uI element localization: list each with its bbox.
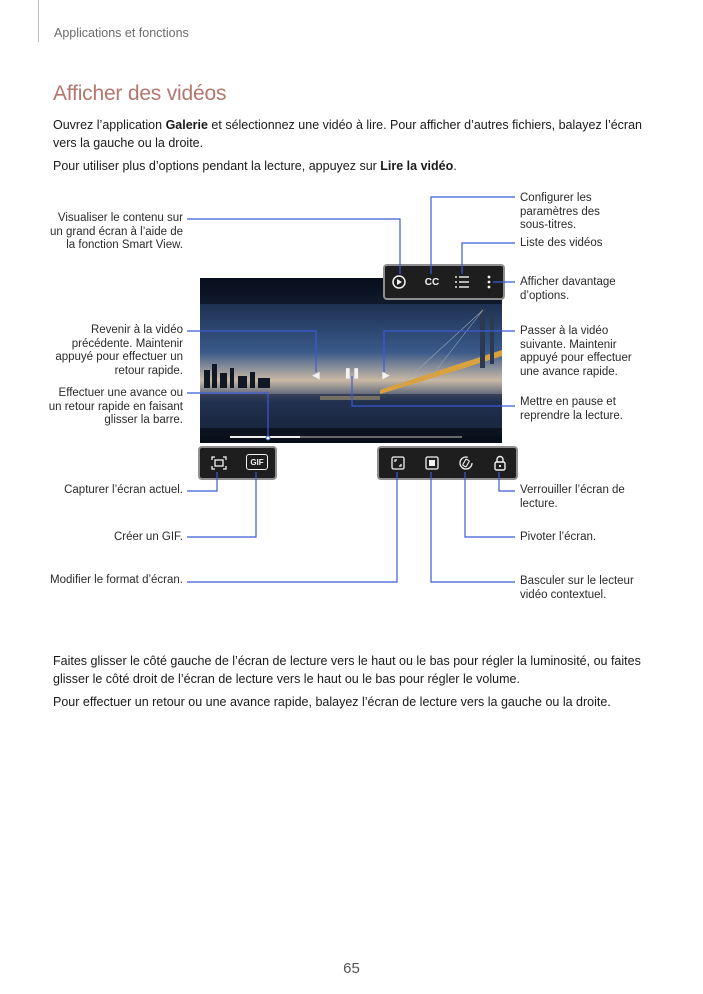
intro-paragraph-2: Pour utiliser plus d’options pendant la lecture, appuyez sur Lire la vidéo. [53, 159, 457, 173]
intro-paragraph-1: Ouvrez l’application Galerie et sélectionnez une vidéo à lire. Pour afficher d’autres fichiers, balayez l’écran vers la gauche ou la droite. [53, 118, 642, 150]
chapter-title: Applications et fonctions [54, 26, 189, 40]
callout-more-options: Afficher davantage d’options. [520, 276, 616, 302]
line-next [384, 331, 515, 372]
callout-pause: Mettre en pause et reprendre la lecture. [520, 396, 623, 422]
line-smart-view [187, 219, 400, 274]
line-gif [187, 472, 256, 537]
line-previous [187, 331, 316, 372]
line-pause [352, 376, 515, 406]
callout-smart-view: Visualiser le contenu sur un grand écran à l’aide de la fonction Smart View. [50, 212, 183, 251]
line-rotate [465, 472, 515, 537]
play-video-label: Lire la vidéo [380, 159, 454, 173]
app-name-galerie: Galerie [165, 118, 208, 132]
line-ratio [187, 472, 397, 582]
line-subtitles [431, 197, 515, 274]
callout-next: Passer à la vidéo suivante. Maintenir appuyé pour effectuer une avance rapide. [520, 325, 632, 378]
page-number: 65 [343, 960, 360, 977]
bottom-paragraph-2: Pour effectuer un retour ou une avance rapide, balayez l’écran de lecture vers la gauche ou la droite. [53, 695, 611, 709]
callout-capture: Capturer l’écran actuel. [64, 484, 183, 496]
bottom-paragraph-1: Faites glisser le côté gauche de l’écran de lecture vers le haut ou le bas pour régler la luminosité, ou faites glisser le côté droit de l’écran de lecture vers le haut ou le bas pour régler le volume. [53, 654, 641, 686]
callout-lock: Verrouiller l’écran de lecture. [520, 484, 625, 510]
seek-handle-marker [266, 436, 270, 440]
previous-icon[interactable]: ◀ [312, 369, 320, 380]
line-popup [431, 472, 515, 582]
callout-subtitles: Configurer les paramètres des sous-titres. [520, 192, 600, 231]
callout-previous: Revenir à la vidéo précédente. Maintenir appuyé pour effectuer un retour rapide. [55, 324, 183, 377]
callout-gif: Créer un GIF. [113, 531, 183, 543]
callout-ratio: Modifier le format d’écran. [50, 574, 183, 586]
callout-popup: Basculer sur le lecteur vidéo contextuel. [520, 575, 634, 601]
line-capture [187, 472, 217, 491]
line-video-list [462, 243, 515, 274]
callout-rotate: Pivoter l’écran. [520, 531, 597, 543]
subtitles-icon[interactable]: CC [424, 276, 440, 288]
gif-icon[interactable]: GIF [246, 454, 268, 470]
callout-seek: Effectuer une avance ou un retour rapide en faisant glisser la barre. [48, 387, 183, 426]
page-title: Afficher des vidéos [53, 82, 227, 105]
pause-icon[interactable]: ❚❚ [343, 367, 361, 379]
line-lock [499, 472, 515, 491]
next-icon[interactable]: ▶ [382, 369, 390, 380]
callout-video-list: Liste des vidéos [520, 237, 603, 249]
line-seek [187, 393, 268, 438]
